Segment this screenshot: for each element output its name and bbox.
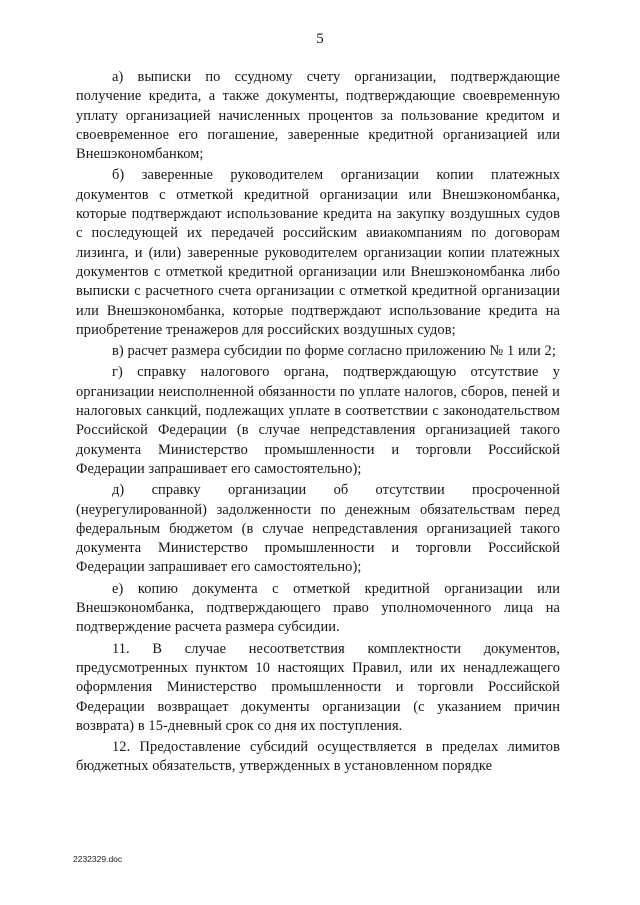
paragraph-b: б) заверенные руководителем организации копии платежных документов с отметкой кредитной организации или Внешэкономбанка, которые подтверждают использование кредита на закупку воздушных судов с последующей их передачей российским авиакомпаниям по договорам лизинга, и (или) заверенные руководителем организации копии платежных документов с отметкой кредитной организации или Внешэкономбанка либо выписки с расчетного счета организации с отметкой кредитной организации или Внешэкономбанка, которые подтверждают использование кредита на приобретение тренажеров для российских воздушных судов;	[76, 167, 560, 338]
paragraph-a: а) выписки по ссудному счету организации, подтверждающие получение кредита, а также документы, подтверждающие своевременную уплату организацией начисленных процентов за пользование кредитом и своевременное его погашение, заверенные кредитной организацией или Внешэкономбанком;	[76, 69, 560, 163]
footer-filename: 2232329.doc	[73, 854, 123, 864]
page-number: 5	[316, 31, 324, 47]
paragraph-11: 11. В случае несоответствия комплектности документов, предусмотренных пунктом 10 настоящих Правил, или их ненадлежащего оформления Министерство промышленности и торговли Российской Федерации возвращает документы организации (с указанием причин возврата) в 15-дневный срок со дня их поступления.	[76, 640, 560, 734]
paragraph-d: д) справку организации об отсутствии просроченной (неурегулированной) задолженности по денежным обязательствам перед федеральным бюджетом (в случае непредставления организацией такого документа Министерство промышленности и торговли Российской Федерации запрашивает его самостоятельно);	[76, 482, 560, 576]
paragraph-v: в) расчет размера субсидии по форме согласно приложению № 1 или 2;	[112, 343, 556, 360]
paragraph-e: е) копию документа с отметкой кредитной организации или Внешэкономбанка, подтверждающего право уполномоченного лица на подтверждение расчета размера субсидии.	[76, 580, 560, 636]
document-body	[76, 68, 560, 779]
paragraph-g: г) справку налогового органа, подтверждающую отсутствие у организации неисполненной обязанности по уплате налогов, сборов, пеней и налоговых санкций, подлежащих уплате в соответствии с законодательством Российской Федерации (в случае непредставления организацией такого документа Министерство промышленности и торговли Российской Федерации запрашивает его самостоятельно);	[76, 364, 560, 477]
paragraph-12: 12. Предоставление субсидий осуществляется в пределах лимитов бюджетных обязательств, утвержденных в установленном порядке	[76, 739, 560, 775]
